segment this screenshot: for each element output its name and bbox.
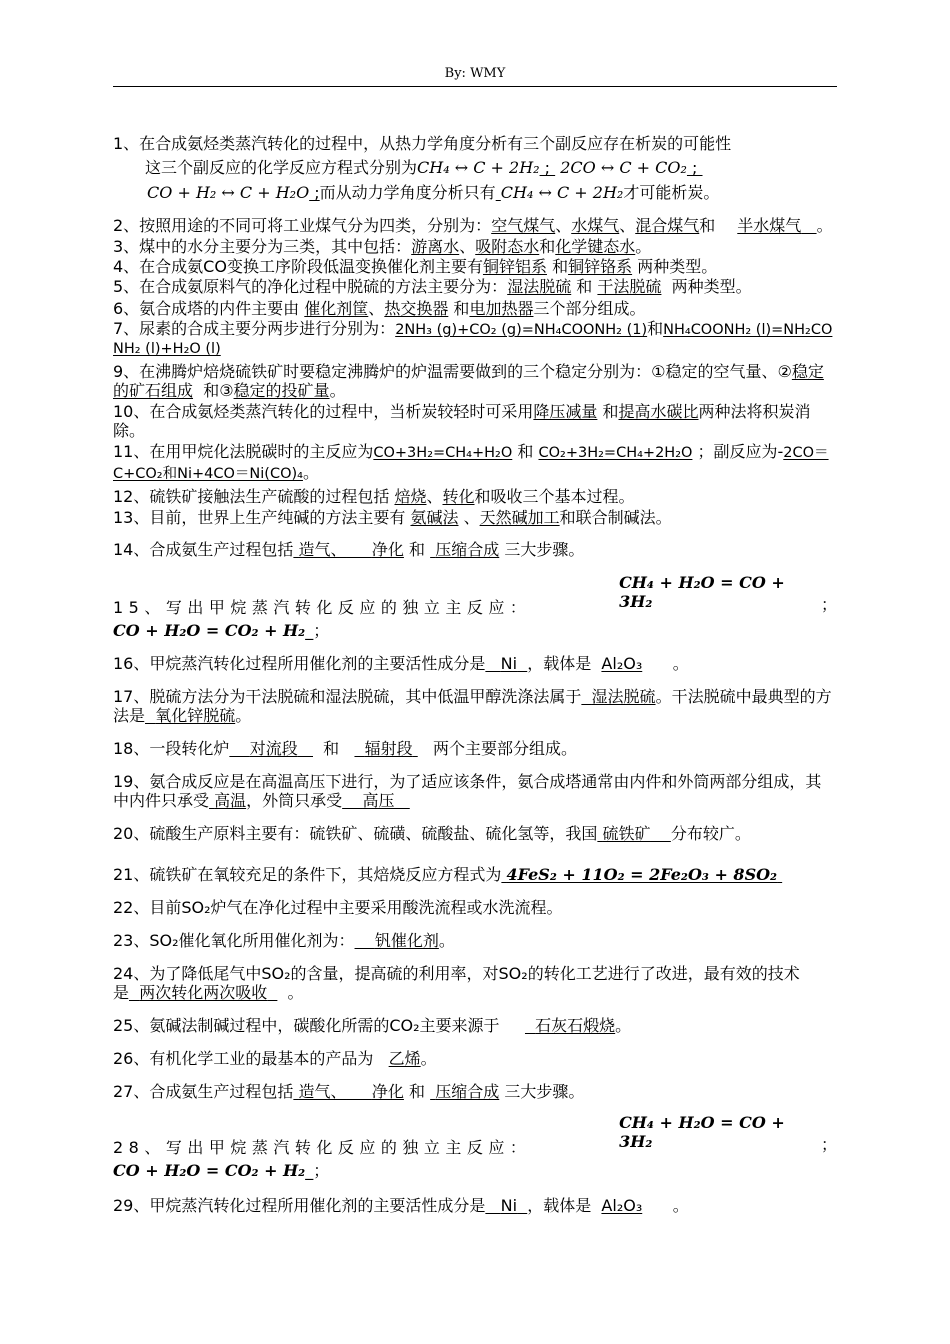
q28-line2: CO + H₂O = CO₂ + H₂_； (113, 1161, 330, 1180)
q15-prompt: 15、写出甲烷蒸汽转化反应的独立主反应： (113, 598, 532, 617)
question-24: 24、为了降低尾气中SO₂的含量，提高硫的利用率，对SO₂的转化工艺进行了改进，最有效的技术是 两次转化两次吸收 。 (113, 964, 800, 1002)
question-1 (113, 134, 837, 202)
question-28: 28、写出甲烷蒸汽转化反应的独立主反应： CH₄ + H₂O = CO + 3H₂ ； CO + H₂O = CO₂ + H₂_； (113, 1113, 837, 1180)
question-29: 29、甲烷蒸汽转化过程所用催化剂的主要活性成分是 Ni ，载体是 Al₂O₃ 。 (113, 1196, 689, 1215)
q28-prompt: 28、写出甲烷蒸汽转化反应的独立主反应： (113, 1138, 532, 1157)
question-11: 11、在用甲烷化法脱碳时的主反应为CO+3H₂=CH₄+H₂O 和 CO₂+3H₂=CH₄+2H₂O ；副反应为-2CO＝C+CO₂和Ni+4CO＝Ni(CO)₄。 (113, 442, 829, 482)
question-15: 15、写出甲烷蒸汽转化反应的独立主反应： CH₄ + H₂O = CO + 3H₂ ； CO + H₂O = CO₂ + H₂_； (113, 573, 837, 640)
question-9: 9、在沸腾炉焙烧硫铁矿时要稳定沸腾炉的炉温需要做到的三个稳定分别为：①稳定的空气量、②稳定的矿石组成 和③稳定的投矿量。 (113, 362, 824, 400)
question-25: 25、氨碱法制碱过程中，碳酸化所需的CO₂主要来源于 石灰石煅烧。 (113, 1016, 632, 1035)
question-5: 5、在合成氨原料气的净化过程中脱硫的方法主要分为：湿法脱硫 和 干法脱硫 两种类型。 (113, 277, 752, 296)
q1-eq3: CO + H₂ ↔ C + H₂O (147, 183, 310, 202)
question-6: 6、氨合成塔的内件主要由 催化剂筐、热交换器 和电加热器三个部分组成。 (113, 299, 646, 318)
q15-line2: CO + H₂O = CO₂ + H₂_； (113, 621, 330, 640)
question-19: 19、氨合成反应是在高温高压下进行，为了适应该条件，氨合成塔通常由内件和外筒两部分组成，其中内件只承受 高温，外筒只承受 高压 (113, 772, 822, 810)
question-10: 10、在合成氨烃类蒸汽转化的过程中，当析炭较轻时可采用降压减量 和提高水碳比两种法将积炭消除。 (113, 402, 811, 440)
question-27: 27、合成氨生产过程包括 造气、 净化 和 压缩合成 三大步骤。 (113, 1082, 585, 1101)
question-16: 16、甲烷蒸汽转化过程所用催化剂的主要活性成分是 Ni ，载体是 Al₂O₃ 。 (113, 654, 689, 673)
question-2: 2、按照用途的不同可将工业煤气分为四类，分别为：空气煤气、水煤气、混合煤气和 半水煤气 。 (113, 216, 833, 235)
document-body (113, 134, 837, 1215)
q15-eq1: CH₄ + H₂O = CO + 3H₂ (619, 573, 785, 611)
question-3: 3、煤中的水分主要分为三类，其中包括：游离水、吸附态水和化学键态水。 (113, 237, 652, 256)
q1-eq2: 2CO ↔ C + CO₂ (560, 158, 687, 177)
header-rule (113, 86, 837, 87)
page-header: By: WMY (444, 66, 506, 81)
question-14: 14、合成氨生产过程包括 造气、 净化 和 压缩合成 三大步骤。 (113, 540, 585, 559)
question-17: 17、脱硫方法分为干法脱硫和湿法脱硫，其中低温甲醇洗涤法属于 湿法脱硫。干法脱硫中最典型的方法是 氧化锌脱硫。 (113, 687, 832, 725)
question-21: 21、硫铁矿在氧较充足的条件下，其焙烧反应方程式为 4FeS₂ + 11O₂ = 2Fe₂O₃ + 8SO₂ (113, 865, 778, 884)
q1-line1: 1、在合成氨烃类蒸汽转化的过程中，从热力学角度分析有三个副反应存在析炭的可能性 (113, 134, 732, 153)
question-23: 23、SO₂催化氧化所用催化剂为： 钒催化剂。 (113, 931, 455, 950)
question-4: 4、在合成氨CO变换工序阶段低温变换催化剂主要有铜锌铝系 和铜锌铬系 两种类型。 (113, 257, 718, 276)
q1-line2: 这三个副反应的化学反应方程式分别为CH₄ ↔ C + 2H₂ ; 2CO ↔ C + CO₂ ; (145, 158, 703, 177)
q21-eq: 4FeS₂ + 11O₂ = 2Fe₂O₃ + 8SO₂ (506, 865, 778, 884)
q15-eq2: CO + H₂O = CO₂ + H₂ (113, 621, 306, 640)
question-22: 22、目前SO₂炉气在净化过程中主要采用酸洗流程或水洗流程。 (113, 898, 563, 917)
q1-line3: CO + H₂ ↔ C + H₂O ;而从动力学角度分析只有 CH₄ ↔ C + 2H₂才可能析炭。 (147, 183, 720, 202)
question-26: 26、有机化学工业的最基本的产品为 乙烯。 (113, 1049, 437, 1068)
question-18: 18、一段转化炉 对流段 和 辐射段 两个主要部分组成。 (113, 739, 578, 758)
question-7: 7、尿素的合成主要分两步进行分别为：2NH₃ (g)+CO₂ (g)=NH₄COONH₂ (1)和NH₄COONH₂ (l)=NH₂CONH₂ (l)+H₂O (l) (113, 319, 833, 357)
q28-eq2: CO + H₂O = CO₂ + H₂ (113, 1161, 306, 1180)
q1-eq4: CH₄ ↔ C + 2H₂ (500, 183, 624, 202)
q1-eq1: CH₄ ↔ C + 2H₂ (417, 158, 540, 177)
question-13: 13、目前，世界上生产纯碱的方法主要有 氨碱法 、天然碱加工和联合制碱法。 (113, 508, 672, 527)
question-20: 20、硫酸生产原料主要有：硫铁矿、硫磺、硫酸盐、硫化氢等，我国 硫铁矿 分布较广。 (113, 824, 751, 843)
q28-eq1: CH₄ + H₂O = CO + 3H₂ (619, 1113, 785, 1151)
question-12: 12、硫铁矿接触法生产硫酸的过程包括 焙烧、转化和吸收三个基本过程。 (113, 487, 635, 506)
